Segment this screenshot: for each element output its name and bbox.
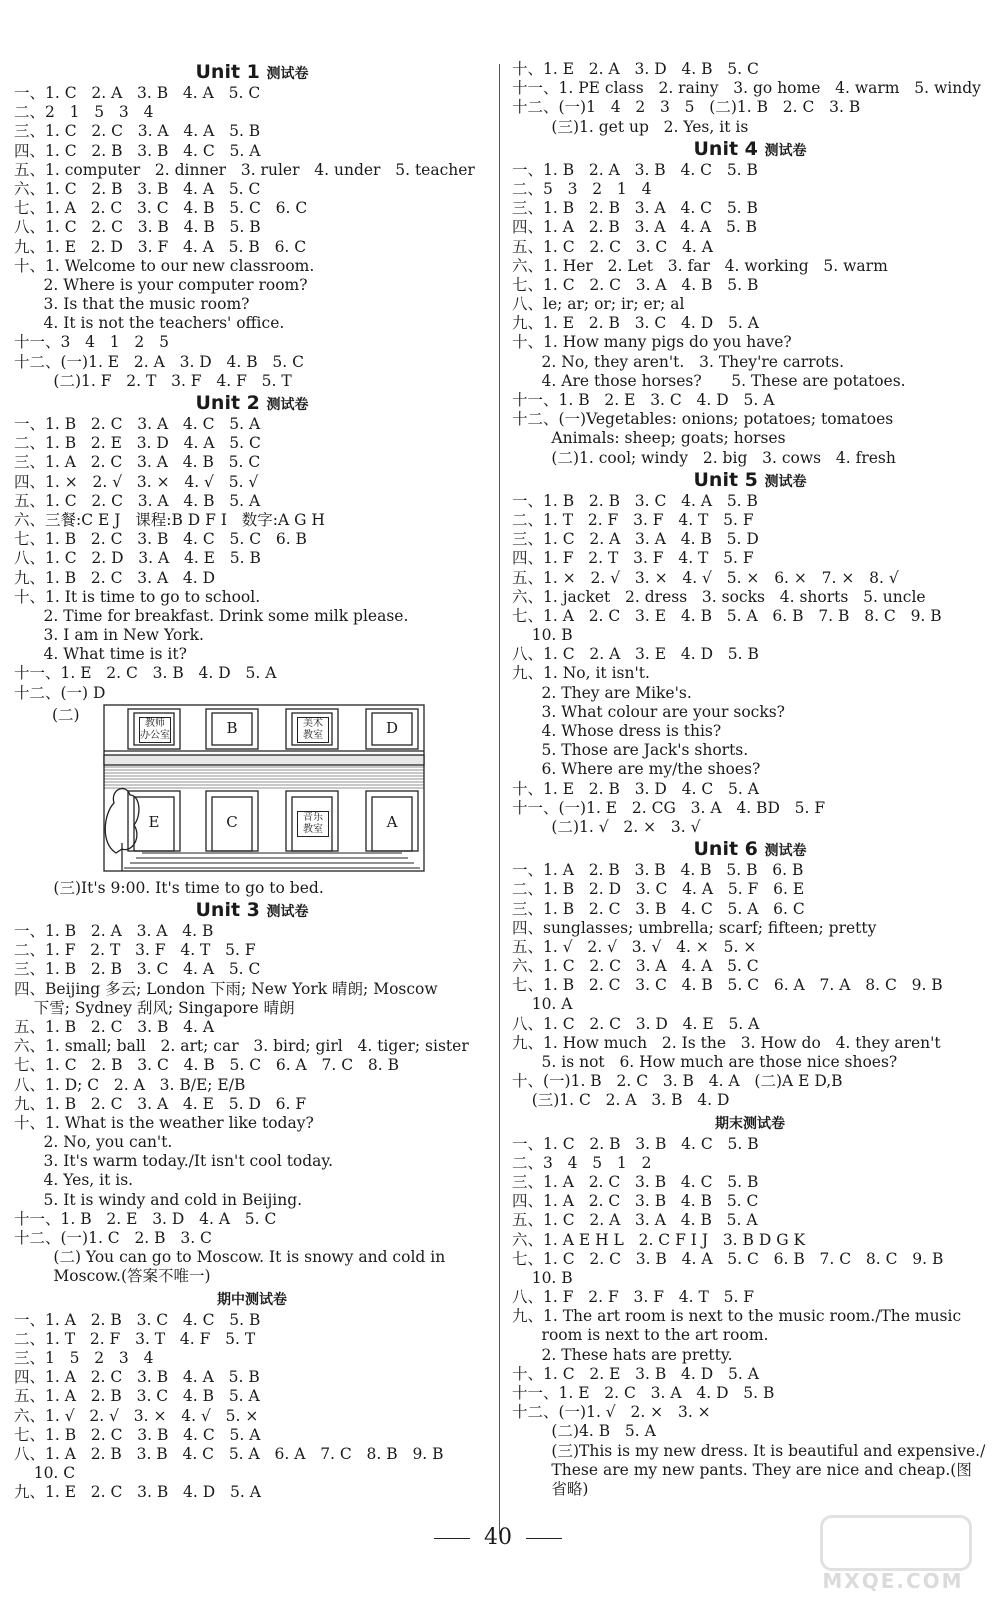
watermark-logo-icon <box>820 1515 972 1571</box>
answer-line: 三、1. A 2. C 3. B 4. C 5. B <box>512 1172 759 1191</box>
answer-line: 4. Are those horses? 5. These are potatoes. <box>512 371 906 390</box>
room-label: C <box>226 812 238 831</box>
answer-line: 十一、1. E 2. C 3. A 4. D 5. B <box>512 1384 775 1402</box>
section-title-en: Unit 4 <box>693 137 758 160</box>
answer-line: 十、1. It is time to go to school. <box>14 587 261 606</box>
answer-line: 七、1. B 2. C 3. C 4. B 5. C 6. A 7. A 8. C 9. B <box>512 976 943 995</box>
section-title-en: Unit 3 <box>195 899 260 921</box>
answer-line: 六、1. small; ball 2. art; car 3. bird; girl 4. tiger; sister <box>14 1037 469 1056</box>
answer-line: 八、1. D; C 2. A 3. B/E; E/B <box>14 1075 246 1094</box>
section-title-en: Unit 6 <box>693 838 758 861</box>
section-title-cn: 测试卷 <box>266 904 309 920</box>
answer-line: 七、1. C 2. C 3. B 4. A 5. C 6. B 7. C 8. C 9. B <box>512 1249 944 1268</box>
answer-line: 10. B <box>512 1268 573 1287</box>
answer-line: 十二、(一)1. √ 2. × 3. × <box>512 1403 711 1422</box>
answer-line: 五、1. C 2. A 3. A 4. B 5. A <box>512 1211 758 1230</box>
answer-line: 二、5 3 2 1 4 <box>512 179 652 198</box>
answer-line: 2. They are Mike's. <box>512 683 692 702</box>
room-label: 教师 办公室 <box>140 717 170 741</box>
page-number: 40 <box>484 1525 512 1550</box>
answer-line: 一、1. B 2. A 3. A 4. B <box>14 922 214 940</box>
answer-line: 八、1. C 2. C 3. B 4. B 5. B <box>14 218 261 237</box>
answer-line: 3. I am in New York. <box>14 626 204 645</box>
answer-line: 六、1. √ 2. √ 3. × 4. √ 5. × <box>14 1406 259 1425</box>
answer-line: 4. Yes, it is. <box>14 1171 134 1190</box>
watermark <box>808 1515 978 1593</box>
section-title-cn: 测试卷 <box>266 397 309 413</box>
answer-line: 二、3 4 5 1 2 <box>512 1153 652 1172</box>
section-title-cn: 测试卷 <box>764 473 807 490</box>
answer-line: 三、1. C 2. C 3. A 4. A 5. B <box>14 122 261 141</box>
section-title-cn: 测试卷 <box>266 66 309 82</box>
room-label: B <box>226 718 238 737</box>
answer-line: 四、1. × 2. √ 3. × 4. √ 5. √ <box>14 472 259 491</box>
answer-line: 四、1. A 2. C 3. B 4. B 5. C <box>512 1192 759 1211</box>
answer-line: 九、1. The art room is next to the music room./The music <box>512 1307 962 1326</box>
answer-line: 省略) <box>512 1479 589 1498</box>
answer-line: 10. A <box>512 995 573 1014</box>
section-title <box>512 137 988 161</box>
answer-line: 八、1. C 2. C 3. D 4. E 5. A <box>512 1014 760 1033</box>
answer-line: 六、1. A E H L 2. C F I J 3. B D G K <box>512 1230 806 1249</box>
answer-line: Animals: sheep; goats; horses <box>512 429 786 448</box>
answer-line: (三)It's 9:00. It's time to go to bed. <box>14 878 324 897</box>
answer-line: 一、1. B 2. B 3. C 4. A 5. B <box>512 491 758 510</box>
answer-line: 三、1. A 2. C 3. A 4. B 5. C <box>14 453 261 472</box>
answer-line: (三)1. C 2. A 3. B 4. D <box>512 1091 730 1110</box>
answer-line: 3. What colour are your socks? <box>512 702 785 721</box>
answer-line: 四、1. A 2. C 3. B 4. A 5. B <box>14 1368 260 1387</box>
answer-line: 2. No, they aren't. 3. They're carrots. <box>512 352 845 371</box>
answer-line: 三、1 5 2 3 4 <box>14 1348 154 1367</box>
answer-line: 2. Where is your computer room? <box>14 275 308 294</box>
section-title <box>14 391 490 415</box>
answer-line: 九、1. E 2. C 3. B 4. D 5. A <box>14 1483 261 1502</box>
answer-line: (二)1. √ 2. × 3. √ <box>512 817 701 836</box>
answer-line: 一、1. B 2. C 3. A 4. C 5. A <box>14 415 261 433</box>
answer-line: 九、1. B 2. C 3. A 4. D <box>14 568 216 587</box>
answer-line: 二、1. B 2. E 3. D 4. A 5. C <box>14 434 261 453</box>
answer-line: 八、1. A 2. B 3. B 4. C 5. A 6. A 7. C 8. B 9. B <box>14 1444 444 1463</box>
section-title-en: Unit 1 <box>195 61 260 83</box>
answer-line: 十一、(一)1. E 2. CG 3. A 4. BD 5. F <box>512 798 826 817</box>
answer-line: 四、Beijing 多云; London 下雨; New York 晴朗; Moscow <box>14 979 438 998</box>
answer-line: 十一、1. PE class 2. rainy 3. go home 4. warm 5. windy <box>512 79 981 98</box>
answer-line: 4. What time is it? <box>14 645 187 664</box>
answer-line: 八、1. F 2. F 3. F 4. T 5. F <box>512 1288 755 1307</box>
answer-line: 六、1. C 2. C 3. A 4. A 5. C <box>512 957 759 976</box>
answer-line: 3. Is that the music room? <box>14 295 250 314</box>
answer-line: 十、1. How many pigs do you have? <box>512 333 792 352</box>
answer-line: 九、1. No, it isn't. <box>512 664 650 683</box>
answer-line: 2. No, you can't. <box>14 1133 173 1152</box>
answer-line: 九、1. B 2. C 3. A 4. E 5. D 6. F <box>14 1094 307 1113</box>
answer-line: 六、1. jacket 2. dress 3. socks 4. shorts 5. uncle <box>512 587 926 606</box>
answer-line: 五、1. √ 2. √ 3. √ 4. × 5. × <box>512 937 757 956</box>
answer-line: 一、1. A 2. B 3. C 4. C 5. B <box>14 1310 261 1329</box>
answer-line: 八、1. C 2. A 3. E 4. D 5. B <box>512 645 759 664</box>
column-divider <box>499 64 500 1534</box>
answer-line: 五、1. B 2. C 3. B 4. A <box>14 1017 215 1036</box>
answer-line: 4. It is not the teachers' office. <box>14 314 285 333</box>
answer-line: 七、1. B 2. C 3. B 4. C 5. A <box>14 1425 261 1444</box>
left-column <box>14 60 490 1502</box>
answer-line: 十、1. E 2. A 3. D 4. B 5. C <box>512 60 759 78</box>
section-title-en: Unit 2 <box>195 392 260 414</box>
room-label: A <box>386 812 398 831</box>
answer-line: 三、1. B 2. C 3. B 4. C 5. A 6. C <box>512 899 805 918</box>
answer-line: 二、1. T 2. F 3. T 4. F 5. T <box>14 1329 256 1348</box>
answer-line: 七、1. C 2. B 3. C 4. B 5. C 6. A 7. C 8. B <box>14 1056 399 1075</box>
answer-line: 十、1. What is the weather like today? <box>14 1113 314 1132</box>
answer-line: 一、1. A 2. B 3. B 4. B 5. B 6. B <box>512 861 804 880</box>
answer-line: 二、2 1 5 3 4 <box>14 103 154 122</box>
answer-line: 十一、1. E 2. C 3. B 4. D 5. A <box>14 664 277 683</box>
balcony-rail <box>104 755 424 765</box>
answer-line: 六、1. Her 2. Let 3. far 4. working 5. warm <box>512 256 888 275</box>
answer-line: 一、1. C 2. A 3. B 4. A 5. C <box>14 84 261 102</box>
room-label: D <box>385 718 399 737</box>
footer-dash-left <box>434 1538 470 1539</box>
answer-line: 九、1. How much 2. Is the 3. How do 4. they aren't <box>512 1033 941 1052</box>
answer-line: (三)1. get up 2. Yes, it is <box>512 117 749 136</box>
answer-line: 五、1. × 2. √ 3. × 4. √ 5. × 6. × 7. × 8. √ <box>512 568 899 587</box>
answer-line: (二)1. cool; windy 2. big 3. cows 4. fresh <box>512 448 896 467</box>
answer-line: 3. It's warm today./It isn't cool today. <box>14 1152 334 1171</box>
answer-line: 三、1. B 2. B 3. C 4. A 5. C <box>14 960 261 979</box>
section-title <box>512 1111 988 1135</box>
answer-line: 2. These hats are pretty. <box>512 1345 733 1364</box>
right-column <box>512 60 988 1499</box>
answer-line: 三、1. C 2. A 3. A 4. B 5. D <box>512 530 759 549</box>
answer-line: 六、三餐:C E J 课程:B D F I 数字:A G H <box>14 510 325 529</box>
school-building-figure <box>52 703 426 879</box>
answer-line: 6. Where are my/the shoes? <box>512 760 761 779</box>
section-title <box>14 898 490 922</box>
answer-line: 10. C <box>14 1464 76 1483</box>
answer-line: 八、le; ar; or; ir; er; al <box>512 295 685 314</box>
answer-line: 三、1. B 2. B 3. A 4. C 5. B <box>512 199 758 218</box>
room-label: 美术 教室 <box>297 717 329 743</box>
answer-line: 十、1. Welcome to our new classroom. <box>14 256 315 275</box>
answer-line: 十一、1. B 2. E 3. D 4. A 5. C <box>14 1209 277 1228</box>
section-title <box>14 1287 490 1311</box>
answer-line: 四、1. F 2. T 3. F 4. T 5. F <box>512 549 754 568</box>
answer-line: 十一、1. B 2. E 3. C 4. D 5. A <box>512 391 775 409</box>
answer-line: These are my new pants. They are nice and cheap.(图 <box>512 1460 972 1479</box>
answer-line: 一、1. C 2. B 3. B 4. C 5. B <box>512 1134 759 1153</box>
answer-line: (二)1. F 2. T 3. F 4. F 5. T <box>14 371 292 390</box>
answer-line: 下雪; Sydney 刮风; Singapore 晴朗 <box>14 998 295 1017</box>
answer-line: 七、1. B 2. C 3. B 4. C 5. C 6. B <box>14 530 307 549</box>
section-title-cn: 测试卷 <box>764 142 807 159</box>
answer-line: 四、1. C 2. B 3. B 4. C 5. A <box>14 141 261 160</box>
answer-line: 五、1. A 2. B 3. C 4. B 5. A <box>14 1387 260 1406</box>
section-title-cn: 期末测试卷 <box>715 1115 785 1132</box>
answer-line: 二、1. T 2. F 3. F 4. T 5. F <box>512 510 754 529</box>
room-label: E <box>148 812 160 831</box>
answer-line: 十二、(一)1. C 2. B 3. C <box>14 1229 212 1247</box>
answer-line: room is next to the art room. <box>512 1326 769 1345</box>
answer-line: 十、1. C 2. E 3. B 4. D 5. A <box>512 1364 759 1383</box>
answer-line: 六、1. C 2. B 3. B 4. A 5. C <box>14 179 261 198</box>
section-title <box>512 837 988 861</box>
answer-line: 九、1. E 2. B 3. C 4. D 5. A <box>512 314 759 333</box>
section-title <box>512 468 988 492</box>
answer-line: 七、1. A 2. C 3. E 4. B 5. A 6. B 7. B 8. C 9. B <box>512 606 942 625</box>
answer-line: 十二、(一)1. E 2. A 3. D 4. B 5. C <box>14 352 304 371</box>
answer-line: 二、1. B 2. D 3. C 4. A 5. F 6. E <box>512 880 805 899</box>
section-title <box>14 60 490 84</box>
answer-line: 4. Whose dress is this? <box>512 722 722 740</box>
answer-line: 二、1. F 2. T 3. F 4. T 5. F <box>14 941 256 960</box>
answer-line: 十二、(一) D <box>14 683 106 702</box>
answer-line: 十二、(一)Vegetables: onions; potatoes; tomatoes <box>512 410 894 429</box>
answer-line: (二) You can go to Moscow. It is snowy and cold in <box>14 1248 446 1267</box>
answer-line: 四、1. A 2. B 3. A 4. A 5. B <box>512 218 758 237</box>
answer-line: 四、sunglasses; umbrella; scarf; fifteen; pretty <box>512 918 877 937</box>
answer-line: 十一、3 4 1 2 5 <box>14 333 169 352</box>
answer-line: 五、1. C 2. C 3. C 4. A <box>512 237 713 256</box>
answer-line: 七、1. A 2. C 3. C 4. B 5. C 6. C <box>14 199 308 218</box>
answer-line: 七、1. C 2. C 3. A 4. B 5. B <box>512 275 759 294</box>
answer-line: 一、1. B 2. A 3. B 4. C 5. B <box>512 160 758 179</box>
answer-line: (三)This is my new dress. It is beautiful and expensive./ <box>512 1441 986 1460</box>
answer-line: 十二、(一)1 4 2 3 5 (二)1. B 2. C 3. B <box>512 98 861 117</box>
room-label: 音乐 教室 <box>297 811 329 837</box>
watermark-text: MXQE.COM <box>822 1569 964 1593</box>
answer-line: 5. is not 6. How much are those nice shoes? <box>512 1053 898 1071</box>
answer-line: 八、1. C 2. D 3. A 4. E 5. B <box>14 549 261 568</box>
answer-line: 五、1. computer 2. dinner 3. ruler 4. under 5. teacher <box>14 160 475 179</box>
answer-line: 5. Those are Jack's shorts. <box>512 741 749 760</box>
answer-line: 十、1. E 2. B 3. D 4. C 5. A <box>512 779 759 798</box>
answer-line: Moscow.(答案不唯一) <box>14 1267 211 1286</box>
section-title-cn: 测试卷 <box>764 843 807 860</box>
answer-line: 10. B <box>512 626 573 645</box>
answer-line: (二)4. B 5. A <box>512 1422 656 1441</box>
answer-line: 5. It is windy and cold in Beijing. <box>14 1190 303 1209</box>
figure-prefix: (二) <box>52 705 80 724</box>
footer-dash-right <box>526 1538 562 1539</box>
section-title-cn: 期中测试卷 <box>217 1291 287 1308</box>
answer-line: 五、1. C 2. C 3. A 4. B 5. A <box>14 491 261 510</box>
answer-line: 九、1. E 2. D 3. F 4. A 5. B 6. C <box>14 237 307 256</box>
section-title-en: Unit 5 <box>693 468 758 491</box>
answer-line: 2. Time for breakfast. Drink some milk please. <box>14 606 409 625</box>
answer-line: 十、(一)1. B 2. C 3. B 4. A (二)A E D,B <box>512 1072 843 1091</box>
